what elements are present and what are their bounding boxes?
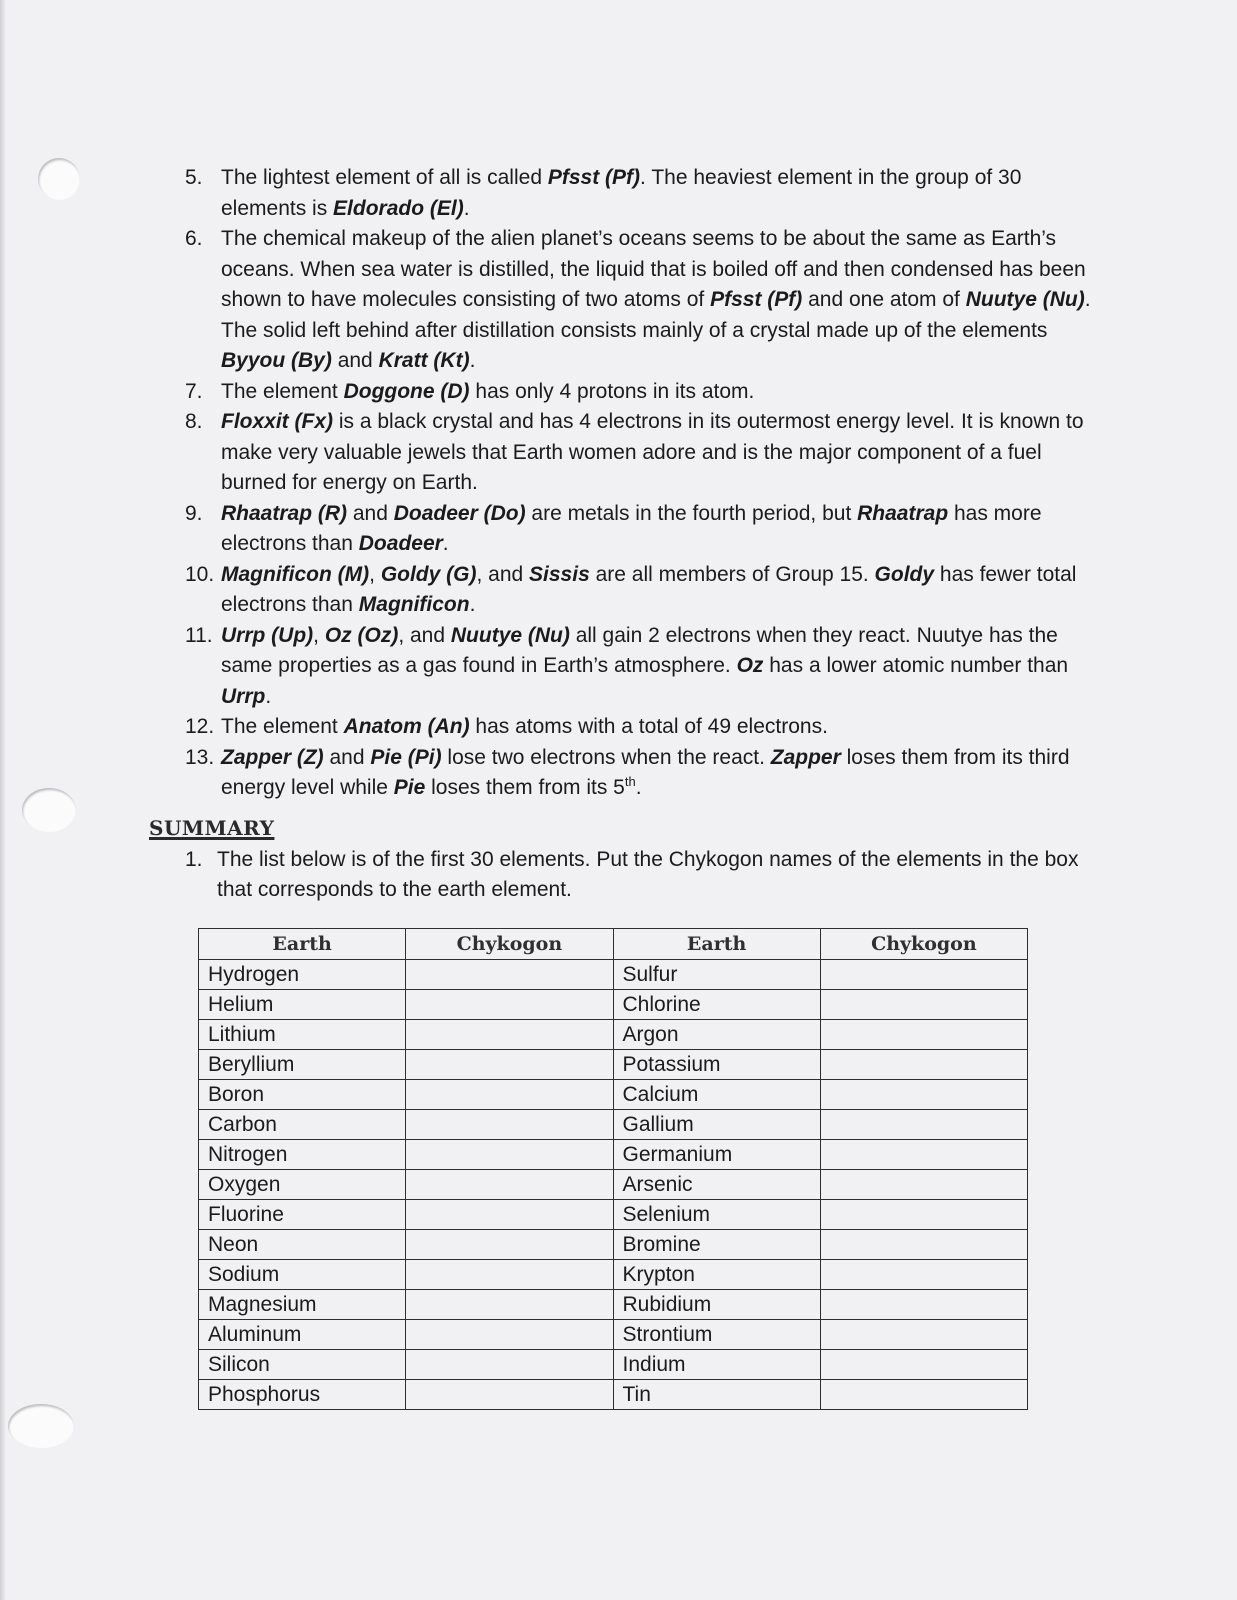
chykogon-answer-cell[interactable] [406,1050,613,1080]
earth-element-cell: Potassium [613,1050,820,1080]
clue-number: 7. [185,379,203,403]
chykogon-answer-cell[interactable] [820,1350,1027,1380]
clue-text [221,563,1076,617]
chykogon-answer-cell[interactable] [820,1080,1027,1110]
element-name: Byyou (By) [221,349,332,372]
clue-number: 11. [185,623,213,647]
clue-item [185,560,1105,621]
earth-element-cell: Argon [613,1020,820,1050]
earth-element-cell: Beryllium [199,1050,406,1080]
clue-item [185,163,1105,224]
table-row [199,1080,1028,1110]
clue-text-run: lose two electrons when the react. [441,745,771,769]
clue-number: 10. [185,562,215,586]
earth-element-cell: Chlorine [613,990,820,1020]
chykogon-answer-cell[interactable] [406,1350,613,1380]
element-name: Doadeer [358,532,443,555]
clue-text-run: and [347,501,394,525]
chykogon-answer-cell[interactable] [406,1260,613,1290]
clue-number: 13. [185,745,215,769]
element-name: Pfsst (Pf) [710,288,803,311]
clue-text-run: is a black crystal and has 4 electrons in its outermost energy level. It is known to make very valuable jewels that Earth women adore and is the major component of a fuel burned for energy on Earth. [221,410,1084,494]
element-name: Magnificon [358,593,470,616]
clue-text-run: , and [398,623,451,647]
chykogon-answer-cell[interactable] [820,1380,1027,1410]
clue-text [221,380,754,403]
clue-text-run: The element [221,379,344,403]
earth-element-cell: Fluorine [199,1200,406,1230]
element-name: Nuutye (Nu) [965,288,1085,311]
element-name: Zapper [770,745,841,769]
earth-element-cell: Oxygen [199,1170,406,1200]
element-name: Nuutye (Nu) [450,623,570,647]
clue-item [185,377,1105,408]
clue-text-run: . The solid left behind after distillation consists mainly of a crystal made up of the elements [221,288,1091,342]
element-name: Oz [736,654,764,677]
clue-text-run: The lightest element of all is called [221,166,548,189]
table-row [199,990,1028,1020]
chykogon-answer-cell[interactable] [820,1050,1027,1080]
clue-number: 6. [185,227,203,250]
clue-item [185,743,1105,804]
chykogon-answer-cell[interactable] [820,1320,1027,1350]
clue-text-run: and [331,349,379,372]
clue-text-run: are all members of Group 15. [589,562,875,586]
clue-text-run: and one atom of [802,288,966,311]
chykogon-answer-cell[interactable] [406,1020,613,1050]
earth-element-cell: Krypton [613,1260,820,1290]
element-name: Goldy (G) [380,562,477,586]
earth-element-cell: Germanium [613,1140,820,1170]
chykogon-answer-cell[interactable] [406,1380,613,1410]
clue-text-run: has atoms with a total of 49 electrons. [469,715,828,738]
clue-text-run: , [313,623,325,647]
earth-element-cell: Selenium [613,1200,820,1230]
element-name: Floxxit (Fx) [221,410,334,433]
table-row [199,1020,1028,1050]
clue-text [221,624,1068,708]
clue-text-run: . The heaviest element in the group of 30 elements is [221,166,1022,220]
clue-item [185,712,1105,743]
table-row [199,1230,1028,1260]
earth-element-cell: Arsenic [613,1170,820,1200]
header-chykogon: Chykogon [820,929,1027,960]
chykogon-answer-cell[interactable] [820,960,1027,990]
earth-element-cell: Gallium [613,1110,820,1140]
earth-element-cell: Phosphorus [199,1380,406,1410]
chykogon-answer-cell[interactable] [406,1170,613,1200]
table-row [199,1050,1028,1080]
chykogon-answer-cell[interactable] [406,1200,613,1230]
clue-item [185,621,1105,713]
earth-element-cell: Lithium [199,1020,406,1050]
table-header-row [199,929,1028,960]
chykogon-answer-cell[interactable] [820,1230,1027,1260]
table-row [199,1140,1028,1170]
chykogon-answer-cell[interactable] [820,1290,1027,1320]
clue-text [221,227,1091,372]
earth-element-cell: Helium [199,990,406,1020]
earth-element-cell: Aluminum [199,1320,406,1350]
table-row [199,1290,1028,1320]
earth-element-cell: Silicon [199,1350,406,1380]
punch-hole [22,788,76,832]
clue-text [221,715,828,738]
chykogon-answer-cell[interactable] [406,1320,613,1350]
clue-number: 8. [185,410,203,433]
table-row [199,1320,1028,1350]
element-name: Rhaatrap [857,501,949,525]
earth-element-cell: Tin [613,1380,820,1410]
chykogon-answer-cell[interactable] [406,1110,613,1140]
earth-element-cell: Hydrogen [199,960,406,990]
table-row [199,1200,1028,1230]
summary-list [185,845,1105,905]
element-name: Kratt (Kt) [378,349,470,372]
earth-element-cell: Carbon [199,1110,406,1140]
element-name: Zapper (Z) [221,745,324,769]
earth-element-cell: Nitrogen [199,1140,406,1170]
punch-hole [8,1404,74,1448]
chykogon-answer-cell[interactable] [406,1290,613,1320]
summary-item-text: The list below is of the first 30 elements. Put the Chykogon names of the elements in the box that corresponds to the earth element. [217,848,1079,901]
clue-text-run: . [635,776,642,799]
clue-text-run: loses them from its 5 [425,776,625,799]
earth-element-cell: Calcium [613,1080,820,1110]
chykogon-answer-cell[interactable] [406,1230,613,1260]
chykogon-answer-cell[interactable] [820,1260,1027,1290]
chykogon-answer-cell[interactable] [820,990,1027,1020]
clue-text-run: has only 4 protons in its atom. [469,379,755,403]
earth-element-cell: Rubidium [613,1290,820,1320]
clue-text-run: are metals in the fourth period, but [525,501,858,525]
chykogon-answer-cell[interactable] [820,1200,1027,1230]
element-name: Pfsst (Pf) [547,166,641,189]
summary-heading: SUMMARY [149,816,275,840]
chykogon-answer-cell[interactable] [406,1080,613,1110]
page-edge [0,0,6,1600]
chykogon-answer-cell[interactable] [820,1170,1027,1200]
earth-element-cell: Neon [199,1230,406,1260]
clue-text-run: . [469,593,476,616]
summary-item [185,845,1105,905]
clue-text-run: The chemical makeup of the alien planet’s oceans seems to be about the same as Earth’s oceans. When sea water is distilled, the liquid that is boiled off and then condensed has been shown to have molecules consisting of two atoms of [221,227,1086,311]
clue-text [221,166,1021,220]
chykogon-answer-cell[interactable] [406,990,613,1020]
clue-item [185,224,1105,377]
element-name: Eldorado (El) [333,196,464,220]
clue-text-run: . [469,349,476,372]
clue-text [221,502,1042,556]
clue-text-run: all gain 2 electrons when they react. Nuutye has the same properties as a gas found in Earth’s atmosphere. [221,623,1058,677]
clue-text-run: , and [476,562,530,586]
header-earth: Earth [613,929,820,960]
clue-text [221,410,1084,494]
earth-element-cell: Boron [199,1080,406,1110]
element-name: Oz (Oz) [324,623,399,647]
element-name: Pie [393,776,426,799]
table-row [199,1350,1028,1380]
earth-element-cell: Indium [613,1350,820,1380]
clue-text [221,746,1070,800]
element-name: Pie (Pi) [370,745,442,769]
element-name: Doggone (D) [343,379,470,403]
table-row [199,960,1028,990]
clue-text-run: The element [221,715,344,738]
chykogon-answer-cell[interactable] [820,1110,1027,1140]
element-name: Doadeer (Do) [393,501,526,525]
clue-text-run: . [265,684,272,708]
header-earth: Earth [199,929,406,960]
superscript: th [624,774,636,789]
earth-element-cell: Sulfur [613,960,820,990]
clue-number: 5. [185,166,203,189]
chykogon-answer-cell[interactable] [406,960,613,990]
element-name: Anatom (An) [343,715,470,738]
summary-item-number: 1. [185,848,203,871]
clue-text-run: and [323,745,371,769]
chykogon-answer-cell[interactable] [406,1140,613,1170]
clue-number: 9. [185,501,203,525]
earth-element-cell: Bromine [613,1230,820,1260]
chykogon-answer-cell[interactable] [820,1140,1027,1170]
chykogon-answer-cell[interactable] [820,1020,1027,1050]
punch-hole [38,158,80,200]
clue-item [185,407,1105,499]
element-name: Urrp [221,684,266,708]
element-name: Sissis [529,562,590,586]
element-name: Urrp (Up) [221,623,314,647]
earth-element-cell: Sodium [199,1260,406,1290]
clue-text-run: has fewer total electrons than [221,562,1077,616]
earth-element-cell: Magnesium [199,1290,406,1320]
element-name: Magnificon (M) [221,562,370,586]
clue-text-run: has more electrons than [221,501,1042,555]
table-row [199,1170,1028,1200]
clue-text-run: . [463,196,470,220]
clue-number: 12. [185,715,215,738]
clue-text-run: loses them from its third energy level while [221,745,1070,799]
element-table [198,928,1028,1410]
table-row [199,1260,1028,1290]
table-row [199,1380,1028,1410]
clue-item [185,499,1105,560]
clue-text-run: , [369,562,381,586]
earth-element-cell: Strontium [613,1320,820,1350]
clue-text-run: has a lower atomic number than [763,654,1069,677]
element-name: Goldy [874,562,935,586]
clue-text-run: . [442,532,449,555]
clue-list [185,163,1105,804]
table-row [199,1110,1028,1140]
element-name: Rhaatrap (R) [221,501,348,525]
header-chykogon: Chykogon [406,929,613,960]
